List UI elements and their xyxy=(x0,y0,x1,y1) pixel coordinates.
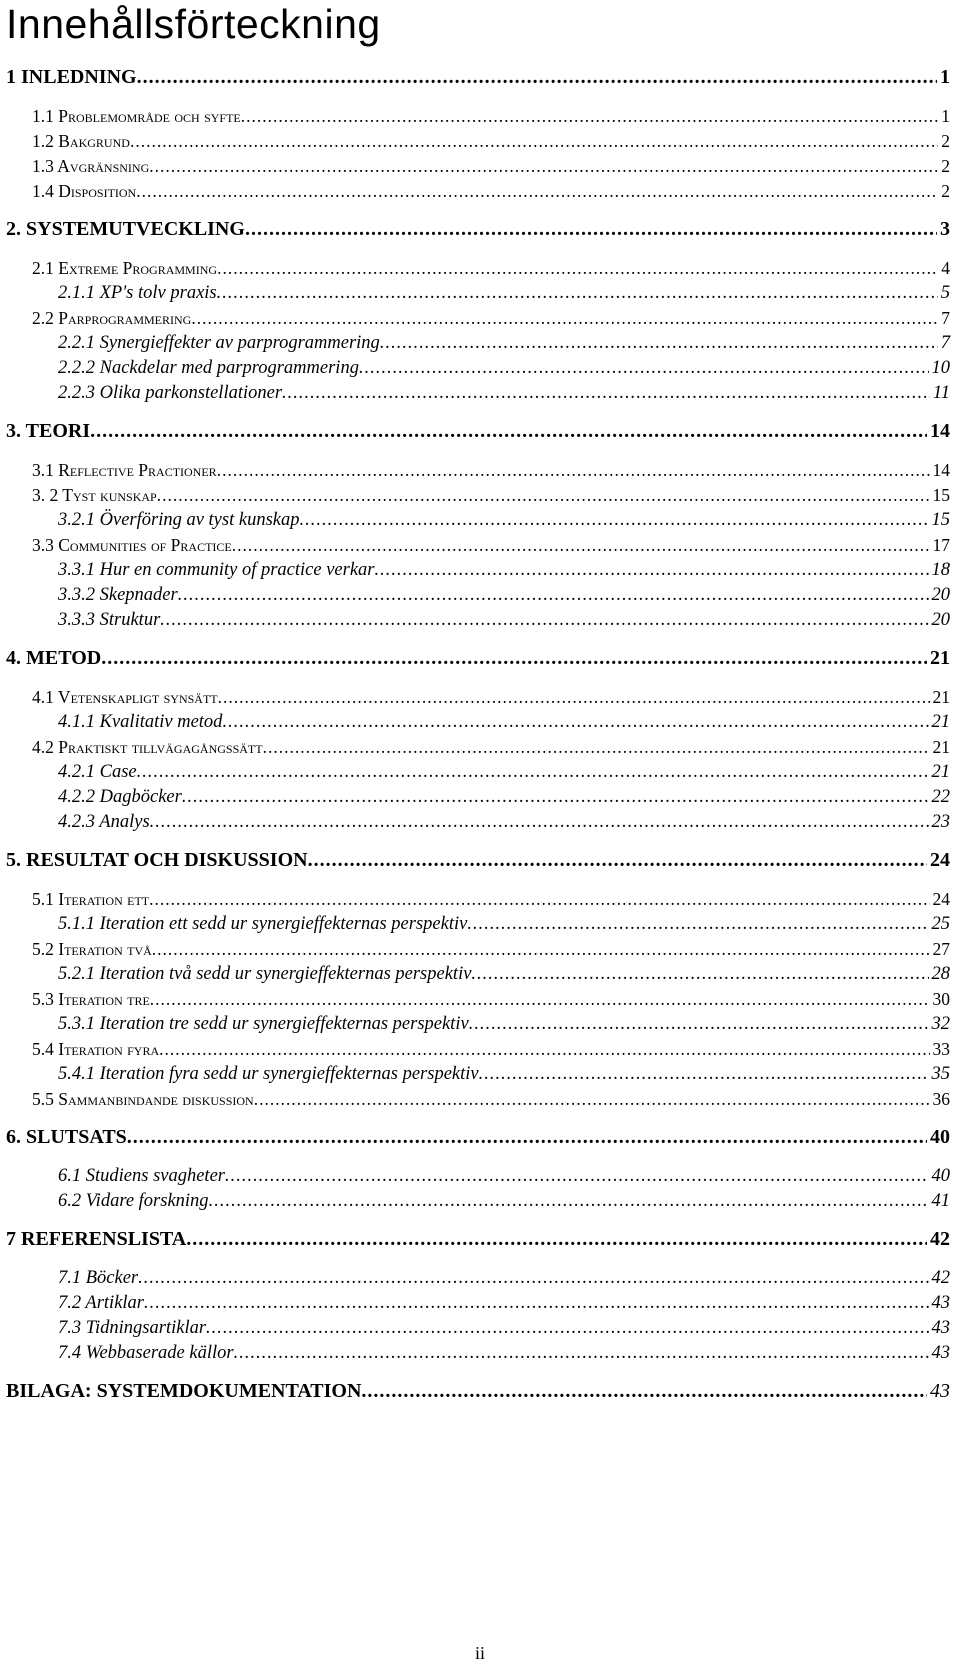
toc-entry-label: 1.4 Disposition xyxy=(32,181,137,201)
toc-entry-label: 2.2.1 Synergieffekter av parprogrammering xyxy=(58,333,380,353)
toc-entry-label: 2.2.2 Nackdelar med parprogrammering xyxy=(58,358,359,378)
toc-entry-page: 1 xyxy=(940,66,950,88)
toc-leader-dots xyxy=(178,582,929,608)
toc-leader-dots xyxy=(150,986,930,1012)
toc-entry[interactable] xyxy=(58,709,950,735)
toc-entry-page: 28 xyxy=(931,964,950,984)
toc-entry-page: 32 xyxy=(931,1014,950,1034)
toc-entry-label: 4.1.1 Kvalitativ metod xyxy=(58,712,223,732)
toc-entry-label: 4. METOD xyxy=(6,647,102,669)
toc-leader-dots xyxy=(149,886,929,912)
toc-entry[interactable] xyxy=(58,507,950,533)
toc-leader-dots xyxy=(469,1011,929,1037)
toc-entry-label: 1.3 Avgränsning xyxy=(32,156,150,176)
toc-entry[interactable] xyxy=(32,457,950,483)
toc-entry-label: 3.3.2 Skepnader xyxy=(58,585,178,605)
toc-entry[interactable] xyxy=(58,1163,950,1189)
toc-entry-page: 17 xyxy=(932,535,950,555)
toc-entry[interactable] xyxy=(32,178,950,204)
toc-entry-page: 43 xyxy=(931,1293,950,1313)
toc-leader-dots xyxy=(218,684,930,710)
toc-entry[interactable] xyxy=(58,1340,950,1366)
toc-leader-dots xyxy=(217,457,930,483)
toc-leader-dots xyxy=(206,1315,928,1341)
toc-entry-page: 14 xyxy=(932,460,950,480)
toc-entry-label: 6.2 Vidare forskning xyxy=(58,1191,209,1211)
toc-leader-dots xyxy=(217,280,938,306)
toc-entry-label: 5.2.1 Iteration två sedd ur synergieffekternas perspektiv xyxy=(58,964,472,984)
toc-entry[interactable] xyxy=(58,582,950,608)
toc-entry-page: 24 xyxy=(932,889,950,909)
toc-leader-dots xyxy=(374,557,928,583)
toc-leader-dots xyxy=(479,1061,929,1087)
toc-entry[interactable] xyxy=(6,1124,950,1150)
toc-leader-dots xyxy=(160,607,928,633)
toc-entry-page: 21 xyxy=(931,712,950,732)
toc-leader-dots xyxy=(138,1265,928,1291)
toc-entry-page: 14 xyxy=(930,420,950,442)
toc-leader-dots xyxy=(232,532,930,558)
toc-entry-page: 43 xyxy=(931,1343,950,1363)
toc-entry-label: 5.1.1 Iteration ett sedd ur synergieffekternas perspektiv xyxy=(58,914,468,934)
toc-leader-dots xyxy=(217,255,938,281)
toc-entry[interactable] xyxy=(32,936,950,962)
toc-leader-dots xyxy=(254,1086,930,1112)
toc-entry-label: 2.2.3 Olika parkonstellationer xyxy=(58,383,283,403)
toc-entry-label: 7 REFERENSLISTA xyxy=(6,1228,187,1250)
toc-entry-page: 43 xyxy=(931,1318,950,1338)
toc-entry[interactable] xyxy=(58,607,950,633)
toc-leader-dots xyxy=(182,784,929,810)
toc-leader-dots xyxy=(380,330,938,356)
toc-leader-dots xyxy=(150,809,929,835)
toc-entry-label: 3.3.3 Struktur xyxy=(58,610,161,630)
toc-entry-page: 25 xyxy=(931,914,950,934)
toc-entry-page: 35 xyxy=(931,1064,950,1084)
toc-entry-label: 3.3 Communities of Practice xyxy=(32,535,232,555)
toc-entry-label: 4.2.2 Dagböcker xyxy=(58,787,182,807)
toc-leader-dots xyxy=(136,178,938,204)
toc-entry[interactable] xyxy=(58,557,950,583)
toc-entry-label: 2.1 Extreme Programming xyxy=(32,258,218,278)
page-title: Innehållsförteckning xyxy=(6,1,381,47)
toc-entry-page: 30 xyxy=(932,989,950,1009)
toc-entry-page: 11 xyxy=(932,383,950,403)
toc-leader-dots xyxy=(225,1163,929,1189)
toc-leader-dots xyxy=(282,380,930,406)
toc-entry-page: 3 xyxy=(940,218,950,240)
toc-entry[interactable] xyxy=(32,128,950,154)
toc-entry-page: 40 xyxy=(930,1126,950,1148)
toc-leader-dots xyxy=(241,103,939,129)
toc-entry-label: 4.2.3 Analys xyxy=(58,812,150,832)
toc-leader-dots xyxy=(191,305,938,331)
toc-entry[interactable] xyxy=(6,64,950,90)
toc-leader-dots xyxy=(144,1290,929,1316)
toc-entry-label: 7.4 Webbaserade källor xyxy=(58,1343,234,1363)
toc-entry-page: 23 xyxy=(931,812,950,832)
toc-entry[interactable] xyxy=(58,380,950,406)
toc-leader-dots xyxy=(130,128,938,154)
toc-entry[interactable] xyxy=(32,886,950,912)
toc-entry-label: 5.5 Sammanbindande diskussion xyxy=(32,1089,254,1109)
toc-entry[interactable] xyxy=(32,986,950,1012)
toc-leader-dots xyxy=(222,709,928,735)
toc-entry[interactable] xyxy=(32,734,950,760)
toc-entry-page: 41 xyxy=(931,1191,950,1211)
toc-entry-label: 3. 2 Tyst kunskap xyxy=(32,485,157,505)
toc-leader-dots xyxy=(234,1340,929,1366)
toc-entry[interactable] xyxy=(58,1061,950,1087)
toc-leader-dots xyxy=(157,482,930,508)
toc-entry-page: 22 xyxy=(931,787,950,807)
toc-entry-page: 18 xyxy=(931,560,950,580)
toc-entry[interactable] xyxy=(6,847,950,873)
toc-entry-label: 7.3 Tidningsartiklar xyxy=(58,1318,207,1338)
toc-entry[interactable] xyxy=(58,1188,950,1214)
page-number: ii xyxy=(474,1643,485,1663)
toc-entry-label: 3.1 Reflective Practioner xyxy=(32,460,217,480)
toc-entry[interactable] xyxy=(58,809,950,835)
toc-entry-label: 2.1.1 XP's tolv praxis xyxy=(58,283,217,303)
toc-entry[interactable] xyxy=(6,418,950,444)
toc-entry[interactable] xyxy=(58,1011,950,1037)
toc-entry-label: 3. TEORI xyxy=(6,420,91,442)
toc-entry-page: 7 xyxy=(941,308,950,328)
toc-entry[interactable] xyxy=(58,784,950,810)
toc-entry-label: 6. SLUTSATS xyxy=(6,1126,127,1148)
toc-entry[interactable] xyxy=(32,684,950,710)
toc-leader-dots xyxy=(359,355,929,381)
toc-entry-label: 5.1 Iteration ett xyxy=(32,889,150,909)
toc-entry[interactable] xyxy=(58,1290,950,1316)
toc-entry-page: 15 xyxy=(932,485,950,505)
toc-entry-page: 21 xyxy=(932,737,950,757)
toc-entry-label: 1.1 Problemområde och syfte xyxy=(32,106,241,126)
toc-entry[interactable] xyxy=(58,355,950,381)
toc-entry[interactable] xyxy=(58,961,950,987)
toc-entry-label: 5.4.1 Iteration fyra sedd ur synergieffekternas perspektiv xyxy=(58,1064,479,1084)
toc-entry-page: 21 xyxy=(931,762,950,782)
toc-entry[interactable] xyxy=(32,1036,950,1062)
toc-leader-dots xyxy=(159,1036,929,1062)
toc-entry[interactable] xyxy=(6,216,950,242)
toc-entry-label: BILAGA: SYSTEMDOKUMENTATION xyxy=(6,1380,362,1402)
toc-entry-page: 33 xyxy=(932,1039,950,1059)
toc-entry-label: 5.4 Iteration fyra xyxy=(32,1039,160,1059)
toc-entry[interactable] xyxy=(32,305,950,331)
toc-entry-page: 21 xyxy=(932,687,950,707)
toc-entry-label: 6.1 Studiens svagheter xyxy=(58,1166,225,1186)
toc-entry-label: 3.2.1 Överföring av tyst kunskap xyxy=(58,510,300,530)
toc-entry-label: 5.2 Iteration två xyxy=(32,939,152,959)
toc-leader-dots xyxy=(300,507,929,533)
toc-entry-label: 3.3.1 Hur en community of practice verkar xyxy=(58,560,375,580)
toc-entry-label: 1 INLEDNING xyxy=(6,66,137,88)
toc-entry-page: 21 xyxy=(930,647,950,669)
toc-entry[interactable] xyxy=(32,1086,950,1112)
toc-entry-page: 2 xyxy=(941,156,950,176)
toc-entry[interactable] xyxy=(58,330,950,356)
toc-leader-dots xyxy=(127,1124,927,1150)
toc-entry[interactable] xyxy=(32,482,950,508)
toc-entry-label: 4.2 Praktiskt tillvägagångssätt xyxy=(32,737,263,757)
toc-entry[interactable] xyxy=(58,911,950,937)
toc-leader-dots xyxy=(471,961,928,987)
toc-leader-dots xyxy=(245,216,937,242)
toc-leader-dots xyxy=(101,645,927,671)
toc-entry[interactable] xyxy=(32,153,950,179)
toc-entry-page: 36 xyxy=(932,1089,950,1109)
toc-entry-page: 1 xyxy=(941,106,950,126)
toc-entry-label: 5.3 Iteration tre xyxy=(32,989,150,1009)
toc-leader-dots xyxy=(149,153,938,179)
toc-leader-dots xyxy=(361,1378,927,1404)
toc-entry-page: 7 xyxy=(940,333,950,353)
toc-leader-dots xyxy=(137,759,929,785)
toc-leader-dots xyxy=(467,911,928,937)
toc-entry-label: 4.2.1 Case xyxy=(58,762,137,782)
toc-entry-page: 2 xyxy=(941,181,950,201)
toc-entry-page: 40 xyxy=(931,1166,950,1186)
toc-entry[interactable] xyxy=(32,103,950,129)
toc-entry[interactable] xyxy=(58,759,950,785)
toc-entry-page: 43 xyxy=(930,1380,950,1402)
toc-leader-dots xyxy=(137,64,937,90)
toc-entry-label: 2.2 Parprogrammering xyxy=(32,308,192,328)
toc-entry-label: 1.2 Bakgrund xyxy=(32,131,130,151)
toc-entry[interactable] xyxy=(6,645,950,671)
toc-entry-page: 42 xyxy=(930,1228,950,1250)
toc-entry-page: 27 xyxy=(932,939,950,959)
toc-leader-dots xyxy=(186,1226,927,1252)
toc-leader-dots xyxy=(308,847,927,873)
toc-entry[interactable] xyxy=(58,280,950,306)
toc-entry-page: 5 xyxy=(940,283,950,303)
toc-leader-dots xyxy=(90,418,927,444)
toc-entry-page: 42 xyxy=(931,1268,950,1288)
toc-entry-page: 2 xyxy=(941,131,950,151)
toc-entry-label: 5.3.1 Iteration tre sedd ur synergieffekternas perspektiv xyxy=(58,1014,469,1034)
toc-entry[interactable] xyxy=(6,1226,950,1252)
toc-entry[interactable] xyxy=(58,1315,950,1341)
toc-entry-page: 24 xyxy=(930,849,950,871)
toc-entry-page: 15 xyxy=(931,510,950,530)
toc-entry-label: 2. SYSTEMUTVECKLING xyxy=(6,218,245,240)
toc-entry[interactable] xyxy=(32,255,950,281)
toc-entry-page: 10 xyxy=(931,358,950,378)
toc-entry[interactable] xyxy=(58,1265,950,1291)
toc-entry-label: 7.1 Böcker xyxy=(58,1268,139,1288)
toc-entry-label: 4.1 Vetenskapligt synsätt xyxy=(32,687,218,707)
toc-leader-dots xyxy=(152,936,930,962)
toc-entry-page: 4 xyxy=(941,258,950,278)
toc-entry-page: 20 xyxy=(931,610,950,630)
toc-entry[interactable] xyxy=(32,532,950,558)
toc-entry[interactable] xyxy=(6,1378,950,1404)
toc-entry-page: 20 xyxy=(931,585,950,605)
toc-leader-dots xyxy=(263,734,930,760)
toc-entry-label: 5. RESULTAT OCH DISKUSSION xyxy=(6,849,308,871)
toc-leader-dots xyxy=(209,1188,929,1214)
toc-entry-label: 7.2 Artiklar xyxy=(58,1293,144,1313)
